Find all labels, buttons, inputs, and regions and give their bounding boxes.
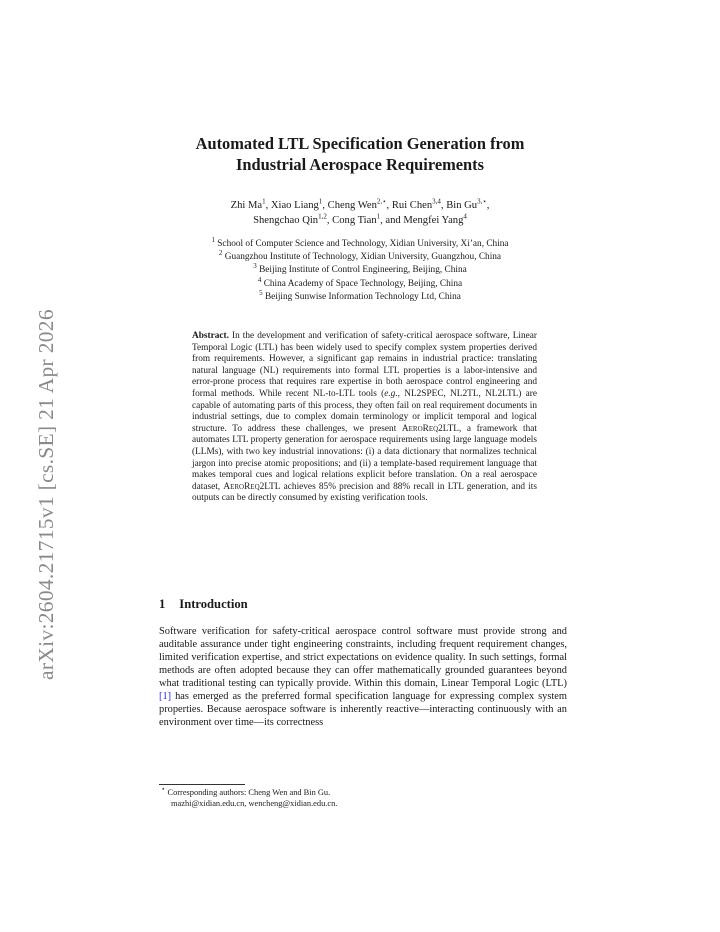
tool-name: AeroReq2LTL — [223, 481, 281, 492]
author-affil-mark: 3,⋆ — [477, 197, 487, 206]
title-line-1: Automated LTL Specification Generation from — [195, 134, 525, 153]
author-affil-mark: 3,4 — [432, 197, 441, 206]
intro-text: has emerged as the preferred formal specification language for expressing complex system properties. Because aerospace software is inherently reactive—interacting continuously with an environment over time—its correctness — [159, 691, 567, 728]
footnote — [161, 787, 337, 810]
abstract — [192, 331, 537, 505]
author-affil-mark: 1 — [262, 197, 266, 206]
abstract-eg: e.g. — [384, 388, 398, 399]
arxiv-identifier: arXiv:2604.21715v1 [cs.SE] 21 Apr 2026 — [34, 309, 58, 680]
author-name: Cong Tian — [332, 215, 377, 226]
intro-text: Software verification for safety-critical aerospace control software must provide strong and auditable assurance under tight engineering constraints, including frequent requirement changes, limited verification expertise, and strict expectations on evidence quality. In such settings, formal methods are often adopted because they can offer mathematically grounded guarantees beyond what traditional testing can typically provide. Within this domain, Linear Temporal Logic (LTL) — [159, 626, 567, 689]
intro-paragraph — [159, 625, 567, 729]
footnote-rule — [159, 784, 245, 785]
affiliation-item: $^4$ China Academy of Space Technology, Beijing, China — [257, 275, 463, 289]
author-affil-mark: 1,2 — [318, 212, 327, 221]
author-name: Shengchao Qin — [253, 215, 319, 226]
author-name: Cheng Wen — [327, 200, 377, 211]
author-name: Mengfei Yang — [403, 215, 464, 226]
tool-name: AeroReq2LTL — [401, 423, 459, 434]
author-list — [0, 198, 720, 228]
affiliation-list — [0, 235, 720, 304]
arxiv-sidebar-stamp — [14, 250, 58, 680]
footnote-emails: mazhi@xidian.edu.cn, wencheng@xidian.edu.cn. — [171, 799, 338, 809]
author-affil-mark: 1 — [318, 197, 323, 206]
section-title: Introduction — [179, 597, 248, 611]
author-name: Zhi Ma — [230, 200, 263, 211]
title-line-2: Industrial Aerospace Requirements — [236, 155, 484, 174]
author-name: Bin Gu — [446, 200, 478, 211]
abstract-text: In the development and verification of safety-critical aerospace software, Linear Temporal Logic (LTL) has been widely used to specify complex system properties derived from requirements. However, a significant gap remains in industrial practice: translating natural language (NL) requirements into formal LTL properties is a labor-intensive and error-prone process that requires rare expertise in both aerospace control engineering and formal methods. While recent NL-to-LTL tools ( — [192, 331, 537, 399]
section-heading — [159, 597, 248, 612]
abstract-text: achieves 85% precision and 88% recall in LTL generation, and its outputs can be directly consumed by existing verification tools. — [192, 481, 537, 504]
footnote-line-1: ⋆ Corresponding authors: Cheng Wen and Bin Gu. — [161, 785, 331, 797]
abstract-text: , a framework that automates LTL property generation for aerospace requirements using large language models (LLMs), with two key industrial innovations: (i) a data dictionary that normalizes technical jargon into precise atomic propositions; and (ii) a template-based requirement language that makes temporal cues and logical relations explicit before translation. On a real aerospace dataset, — [192, 423, 538, 492]
affiliation-item: $^2$ Guangzhou Institute of Technology, Xidian University, Guangzhou, China — [218, 249, 502, 263]
citation-link[interactable]: [1] — [159, 691, 172, 702]
author-name: Xiao Liang — [270, 200, 319, 211]
affiliation-item: $^5$ Beijing Sunwise Information Technology Ltd, China — [259, 288, 461, 302]
affiliation-item: $^3$ Beijing Institute of Control Engineering, Beijing, China — [253, 262, 467, 276]
paper-title — [0, 133, 720, 175]
author-affil-mark: 2,⋆ — [376, 197, 387, 206]
author-affil-mark: 1 — [376, 212, 381, 221]
abstract-label: Abstract. — [192, 331, 229, 341]
affiliation-item: $^1$ School of Computer Science and Technology, Xidian University, Xi’an, China — [211, 235, 509, 249]
abstract-text: , NL2SPEC, NL2TL, NL2LTL) are capable of automating parts of this process, they often fail on real requirement documents in industrial settings, due to complex domain terminology or implicit temporal and logical structure. To address these challenges, we present — [192, 388, 537, 434]
section-number: 1 — [159, 597, 166, 611]
author-line-1: Zhi Ma$^1$, Xiao Liang$^1$, Cheng Wen$^{2,⋆}$, Rui Chen$^{3,4}$, Bin $Gu^{3,⋆}$, — [230, 197, 490, 211]
footnote-mark: ⋆ — [161, 785, 166, 794]
author-affil-mark: 4 — [463, 212, 467, 221]
author-name: Rui Chen — [391, 200, 433, 211]
author-line-2: Shengchao Qin$^{1,2}$, Cong Tian$^1$, and Mengfei Yang$^4$ — [253, 212, 467, 226]
